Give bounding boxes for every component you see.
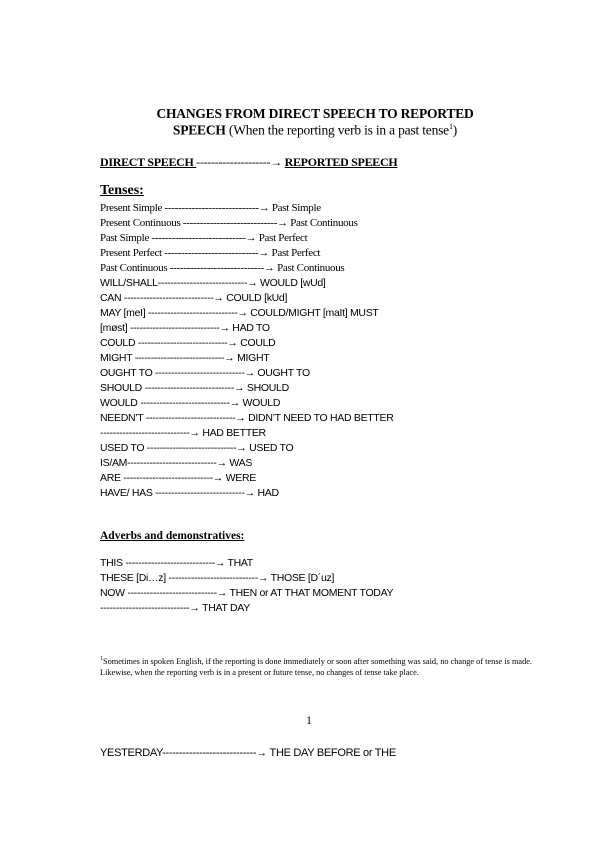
tense-row: Present Simple ----------------------------→ Past Simple	[100, 202, 321, 214]
modal-row: [møst] ----------------------------→ HAD TO	[100, 322, 270, 334]
modal-row: MAY [meI] ----------------------------→ COULD/MIGHT [maIt] MUST	[100, 307, 379, 319]
modal-row: COULD ----------------------------→ COULD	[100, 337, 276, 349]
next-page-line: YESTERDAY----------------------------→ THE DAY BEFORE or THE	[100, 747, 396, 759]
modal-row: MIGHT ----------------------------→ MIGHT	[100, 352, 270, 364]
modal-row: WOULD ----------------------------→ WOULD	[100, 397, 281, 409]
footnote-reference: 1	[448, 122, 453, 131]
header-arrow: --------------------→	[196, 155, 285, 169]
direct-speech-label: DIRECT SPEECH	[100, 155, 197, 169]
title-line-1: CHANGES FROM DIRECT SPEECH TO REPORTED	[156, 106, 474, 121]
modal-row: IS/AM----------------------------→ WAS	[100, 457, 253, 469]
tense-row: Present Continuous ----------------------------→ Past Continuous	[100, 217, 358, 229]
modal-row: CAN ----------------------------→ COULD [kUd]	[100, 292, 288, 304]
title-speech: SPEECH	[172, 122, 226, 138]
adverb-row: THIS ----------------------------→ THAT	[100, 557, 253, 569]
adverb-row: ----------------------------→ THAT DAY	[100, 602, 250, 614]
footnote	[100, 654, 532, 679]
page-number: 1	[306, 713, 312, 727]
tense-row: Past Continuous ----------------------------→ Past Continuous	[100, 262, 345, 274]
tense-row: Present Perfect ----------------------------→ Past Perfect	[100, 247, 321, 259]
footnote-marker: 1	[100, 656, 103, 662]
adverbs-heading: Adverbs and demonstratives:	[100, 530, 245, 542]
direct-reported-header	[100, 155, 397, 170]
modal-row: ARE ----------------------------→ WERE	[100, 472, 256, 484]
tense-row: Past Simple ----------------------------→ Past Perfect	[100, 232, 308, 244]
tenses-heading: Tenses:	[100, 183, 144, 198]
footnote-text: Sometimes in spoken English, if the reporting is done immediately or soon after something was said, no change of tense is made. Likewise, when the reporting verb is in a present or future tense, no changes of tense take place.	[100, 656, 532, 678]
reported-speech-label: REPORTED SPEECH	[284, 155, 398, 169]
title-subtitle: (When the reporting verb is in a past tense	[225, 122, 449, 138]
adverb-row: NOW ----------------------------→ THEN or AT THAT MOMENT TODAY	[100, 587, 394, 599]
modal-row: SHOULD ----------------------------→ SHOULD	[100, 382, 289, 394]
modal-row: NEEDN’T ----------------------------→ DIDN’T NEED TO HAD BETTER	[100, 412, 394, 424]
document-title	[100, 106, 530, 139]
modal-row: WILL/SHALL----------------------------→ WOULD [wUd]	[100, 277, 326, 289]
modal-row: ----------------------------→ HAD BETTER	[100, 427, 266, 439]
modal-row: USED TO ----------------------------→ USED TO	[100, 442, 294, 454]
adverb-row: THESE [Di…z] ----------------------------→ THOSE [D´uz]	[100, 572, 335, 584]
modal-row: OUGHT TO ----------------------------→ OUGHT TO	[100, 367, 310, 379]
title-line-2	[100, 122, 530, 139]
title-close-paren: )	[452, 122, 458, 138]
modal-row: HAVE/ HAS ----------------------------→ HAD	[100, 487, 279, 499]
